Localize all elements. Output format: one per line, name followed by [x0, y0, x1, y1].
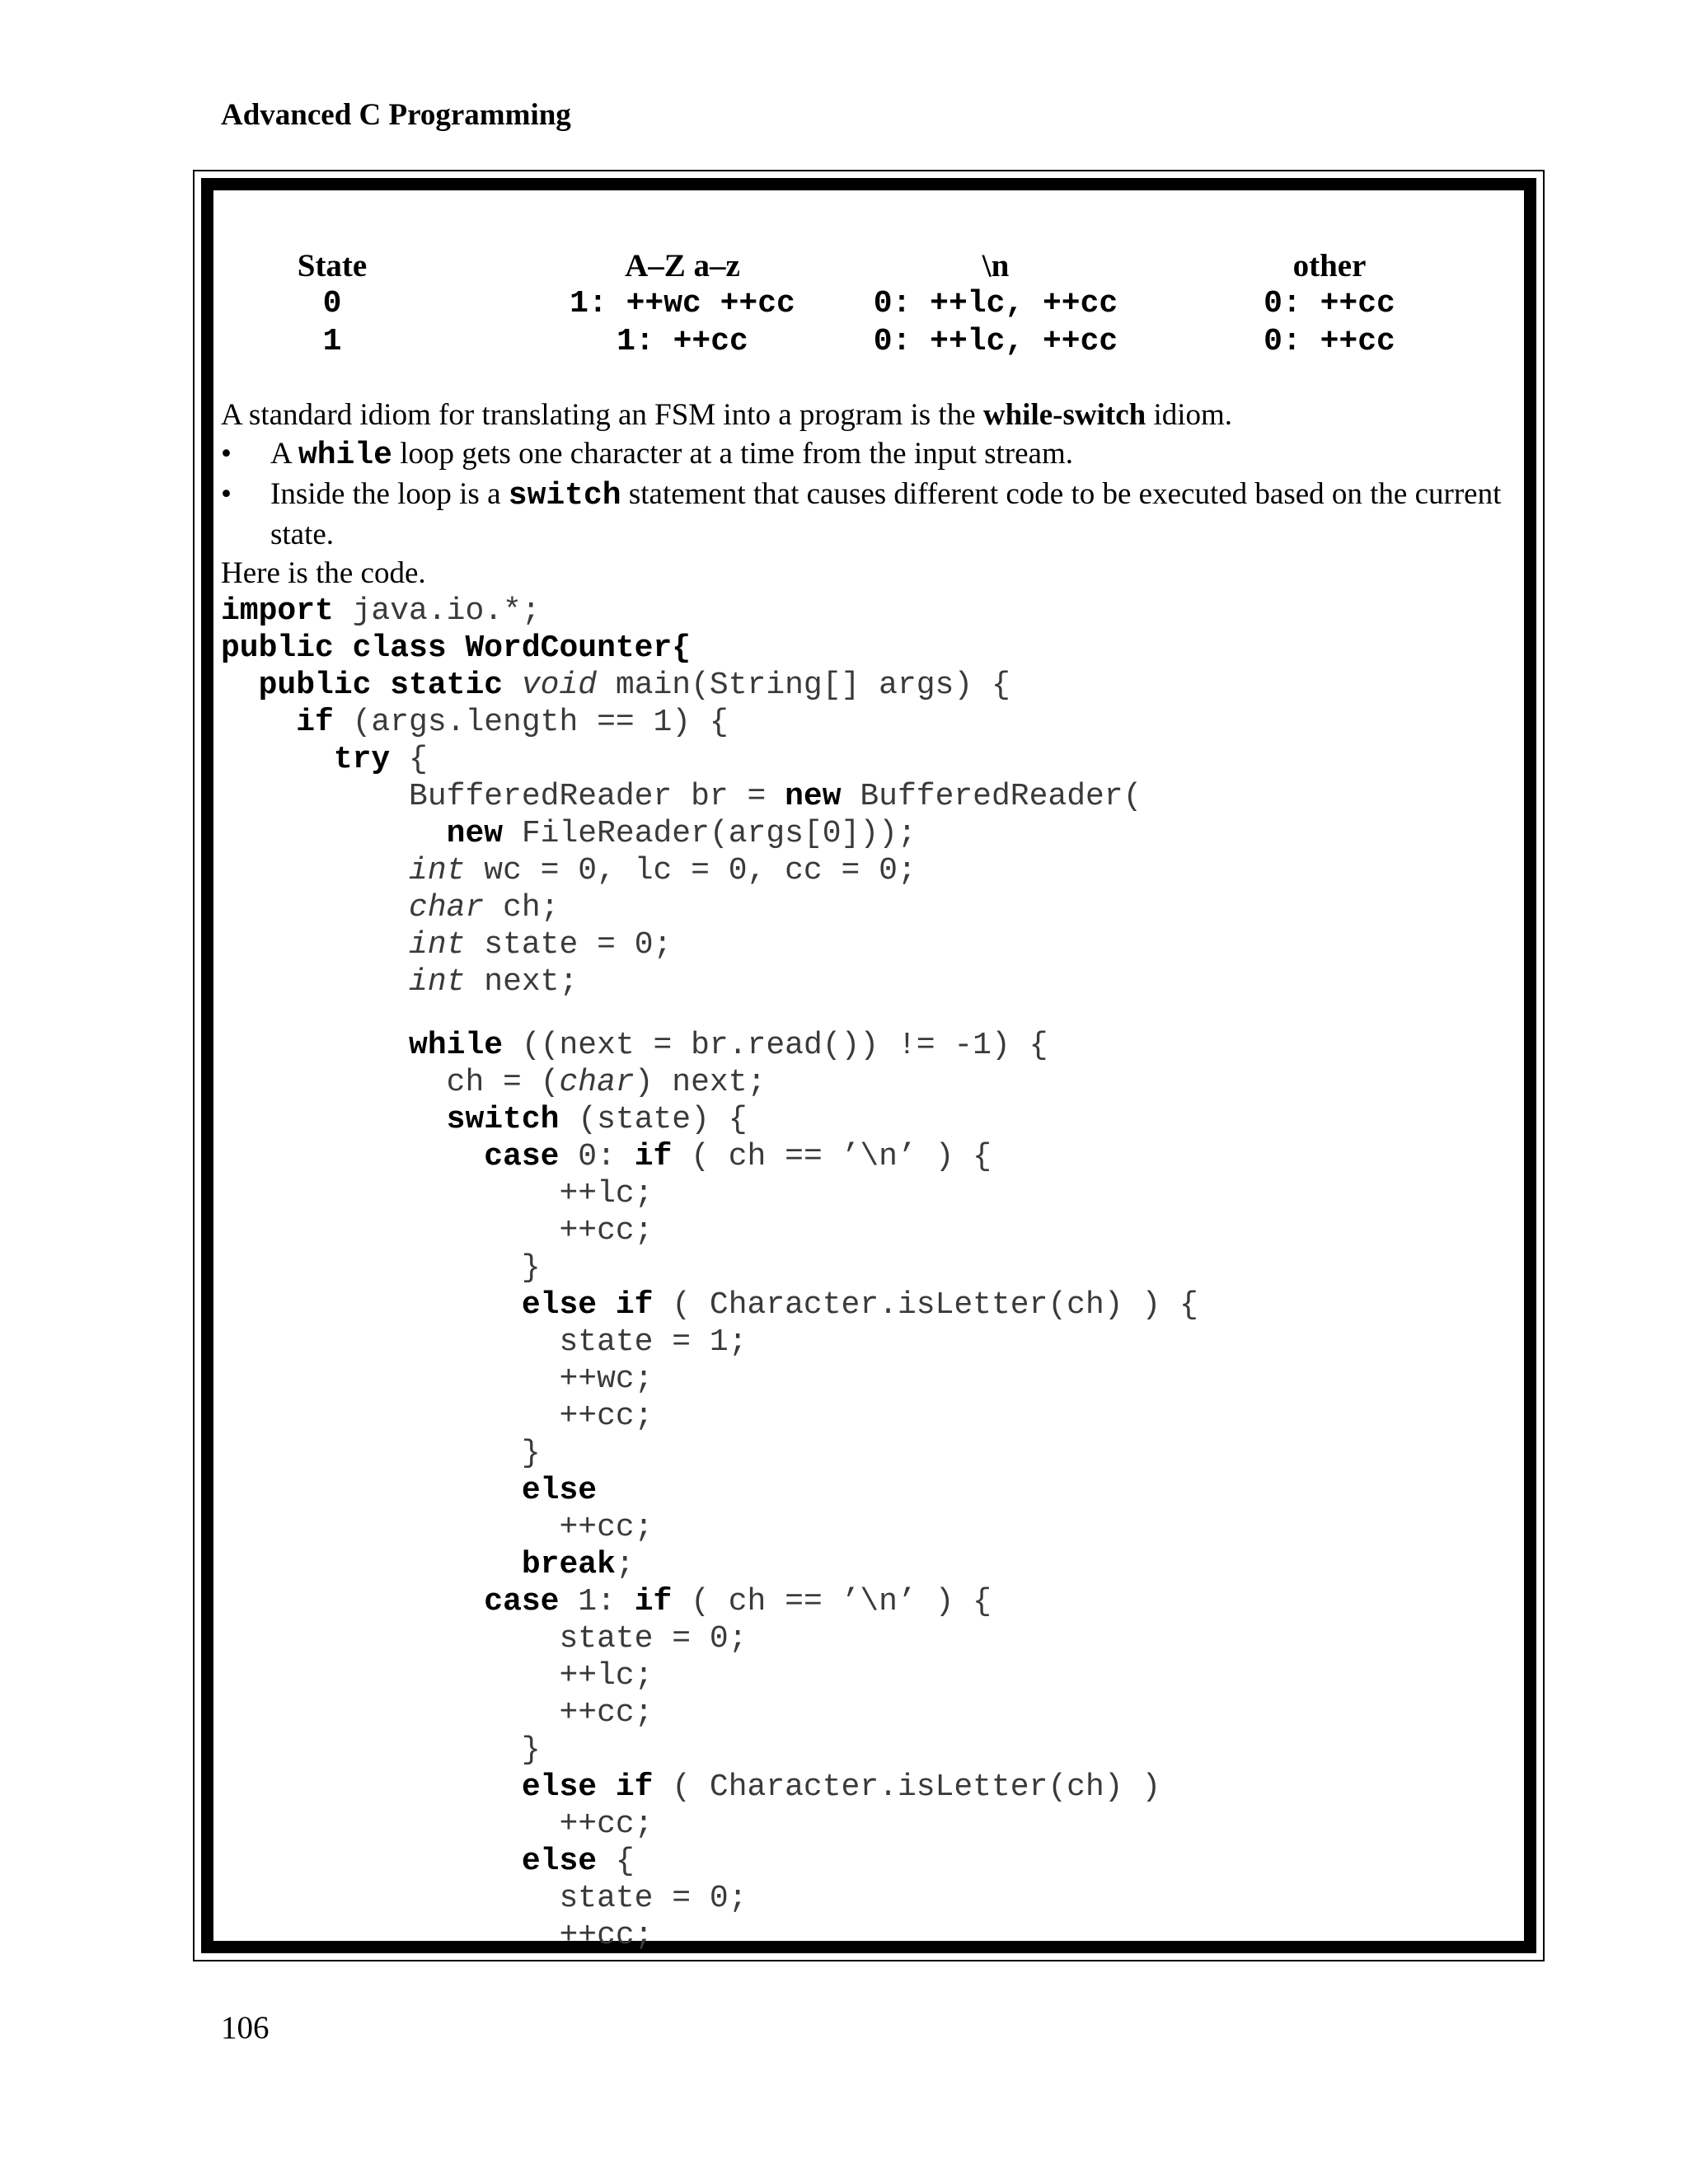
code-text: ++cc; [221, 1399, 654, 1434]
code-keyword: public class WordCounter{ [221, 630, 692, 666]
fsm-cell-other: 0: ++cc [1264, 286, 1395, 321]
code-intro: Here is the code. [221, 556, 426, 590]
code-line [221, 1065, 766, 1100]
code-text [503, 668, 522, 703]
code-text: ++cc; [221, 1807, 654, 1842]
code-type: void [521, 668, 598, 703]
bullet-text [270, 434, 1507, 475]
code-text: (state) { [559, 1102, 748, 1137]
code-line [221, 1918, 654, 1953]
code-text: ch; [484, 890, 560, 926]
code-line [221, 1139, 992, 1174]
code-text: main(String[] args) { [597, 668, 1010, 703]
code-line [221, 1621, 748, 1657]
fsm-cell-state: 1 [322, 324, 342, 359]
code-line [221, 1769, 1160, 1805]
code-text [221, 1102, 447, 1137]
code-type: int [409, 964, 466, 1000]
fsm-cell-other: 0: ++cc [1264, 324, 1395, 359]
code-line [221, 630, 691, 666]
code-line [221, 1584, 992, 1619]
code-text: 0: [559, 1139, 635, 1174]
intro-paragraph [221, 396, 1507, 434]
fsm-transition-table [221, 247, 1507, 369]
intro-text-end: idiom. [1146, 398, 1233, 432]
code-text [221, 1287, 522, 1323]
bullet-item [221, 434, 1507, 475]
code-text: state = 0; [465, 927, 673, 963]
code-line [221, 1473, 597, 1508]
bullet-marker: • [221, 437, 232, 471]
code-text [221, 1028, 409, 1063]
bullet-text-after: loop gets one character at a time from the input stream. [392, 437, 1074, 471]
code-type: int [409, 927, 466, 963]
code-keyword: public static [258, 668, 504, 703]
code-line [221, 964, 578, 1000]
code-line [221, 1324, 748, 1360]
code-line [221, 1176, 654, 1212]
code-line [221, 816, 917, 851]
code-text: ( Character.isLetter(ch) ) { [653, 1287, 1198, 1323]
bullet-text-after: statement that causes different code to be executed based on the current state. [270, 477, 1502, 551]
fsm-cell-state: 0 [322, 286, 342, 321]
code-keyword: else if [521, 1769, 654, 1805]
code-text [221, 668, 259, 703]
fsm-header-newline: \n [982, 248, 1010, 284]
code-line [221, 742, 428, 777]
code-line [221, 1807, 654, 1842]
code-text [221, 890, 409, 926]
code-line [221, 1547, 635, 1582]
code-text: ( ch == ’\n’ ) { [672, 1584, 992, 1619]
code-text [221, 1584, 484, 1619]
code-text: ) next; [634, 1065, 767, 1100]
code-text [221, 1473, 522, 1508]
code-text: BufferedReader br = [221, 779, 785, 814]
code-box-content [221, 247, 1507, 1954]
code-text [221, 1547, 522, 1582]
code-line [221, 1361, 654, 1397]
code-line [221, 853, 917, 888]
bullet-text-before: A [270, 437, 298, 471]
code-listing [221, 593, 1507, 1954]
code-line [221, 1695, 654, 1731]
code-text [221, 816, 447, 851]
fsm-cell-newline: 0: ++lc, ++cc [873, 324, 1118, 359]
code-line [221, 1250, 541, 1286]
running-head: Advanced C Programming [221, 98, 571, 132]
code-line [221, 705, 729, 740]
code-text: state = 1; [221, 1324, 748, 1360]
code-keyword: case [484, 1584, 560, 1619]
code-text: ++cc; [221, 1695, 654, 1731]
code-keyword: new [785, 779, 842, 814]
code-keyword: else if [521, 1287, 654, 1323]
code-line [221, 1436, 541, 1471]
code-type: int [409, 853, 466, 888]
code-text: ( ch == ’\n’ ) { [672, 1139, 992, 1174]
code-line [221, 927, 672, 963]
fsm-header-other: other [1292, 248, 1367, 284]
code-text [221, 1139, 484, 1174]
code-text: } [221, 1250, 541, 1286]
code-line [221, 1028, 1048, 1063]
code-text: FileReader(args[0])); [503, 816, 917, 851]
code-text: ++cc; [221, 1213, 654, 1249]
code-text: wc = 0, lc = 0, cc = 0; [465, 853, 917, 888]
code-keyword: while [409, 1028, 504, 1063]
code-keyword: new [446, 816, 504, 851]
intro-emphasis: while-switch [982, 398, 1146, 432]
code-line [221, 1399, 654, 1434]
code-line [221, 1001, 1507, 1027]
fsm-cell-letters: 1: ++cc [617, 324, 748, 359]
code-text [221, 853, 409, 888]
code-line [221, 1658, 654, 1694]
code-text [221, 1844, 522, 1879]
code-text [221, 964, 409, 1000]
code-text: (args.length == 1) { [333, 705, 729, 740]
fsm-table-header [221, 247, 1507, 284]
code-keyword: if [296, 705, 334, 740]
code-text [221, 927, 409, 963]
bullet-marker: • [221, 477, 232, 511]
code-line [221, 1213, 654, 1249]
code-line [221, 1732, 541, 1768]
code-text: ++lc; [221, 1658, 654, 1694]
fsm-table-row [221, 323, 1507, 360]
code-line [221, 1287, 1198, 1323]
code-keyword: if [634, 1139, 673, 1174]
code-line [221, 1844, 635, 1879]
code-line [221, 668, 1010, 703]
code-text [221, 742, 334, 777]
code-keyword: import [221, 593, 334, 629]
code-text: ++lc; [221, 1176, 654, 1212]
code-text [221, 1769, 522, 1805]
code-keyword: switch [446, 1102, 560, 1137]
code-type: char [409, 890, 485, 926]
code-text: state = 0; [221, 1881, 748, 1916]
code-text: ; [615, 1547, 635, 1582]
bullet-code: switch [508, 478, 621, 513]
bullet-text-before: Inside the loop is a [270, 477, 509, 511]
code-type: char [559, 1065, 635, 1100]
code-keyword: break [521, 1547, 616, 1582]
code-text: } [221, 1732, 541, 1768]
code-text: { [390, 742, 428, 777]
code-line [221, 1102, 748, 1137]
bullet-item [221, 475, 1507, 554]
code-keyword: try [333, 742, 391, 777]
code-line [221, 1510, 654, 1545]
code-keyword: case [484, 1139, 560, 1174]
fsm-header-state: State [297, 248, 368, 284]
code-text: ch = ( [221, 1065, 560, 1100]
code-keyword: else [521, 1844, 598, 1879]
bullet-text [270, 475, 1507, 554]
bullet-code: while [298, 438, 392, 473]
code-text: next; [465, 964, 579, 1000]
page-number: 106 [221, 2010, 270, 2046]
code-text: ++cc; [221, 1918, 654, 1953]
code-text: } [221, 1436, 541, 1471]
code-keyword: else [521, 1473, 598, 1508]
explanation-text [221, 396, 1507, 593]
code-text: 1: [559, 1584, 635, 1619]
code-text: java.io.*; [333, 593, 541, 629]
code-text: ++cc; [221, 1510, 654, 1545]
code-text: BufferedReader( [841, 779, 1142, 814]
code-text [221, 705, 296, 740]
code-line [221, 1881, 748, 1916]
code-line [221, 890, 559, 926]
code-text: ((next = br.read()) != -1) { [503, 1028, 1048, 1063]
code-line [221, 779, 1142, 814]
code-line [221, 593, 541, 629]
code-text: { [597, 1844, 635, 1879]
fsm-table-row [221, 285, 1507, 322]
fsm-header-letters: A–Z a–z [625, 248, 740, 284]
fsm-cell-newline: 0: ++lc, ++cc [873, 286, 1118, 321]
code-keyword: if [634, 1584, 673, 1619]
fsm-cell-letters: 1: ++wc ++cc [570, 286, 795, 321]
code-text: ( Character.isLetter(ch) ) [653, 1769, 1161, 1805]
intro-text: A standard idiom for translating an FSM into a program is the [221, 398, 983, 432]
code-text: ++wc; [221, 1361, 654, 1397]
code-text: state = 0; [221, 1621, 748, 1657]
